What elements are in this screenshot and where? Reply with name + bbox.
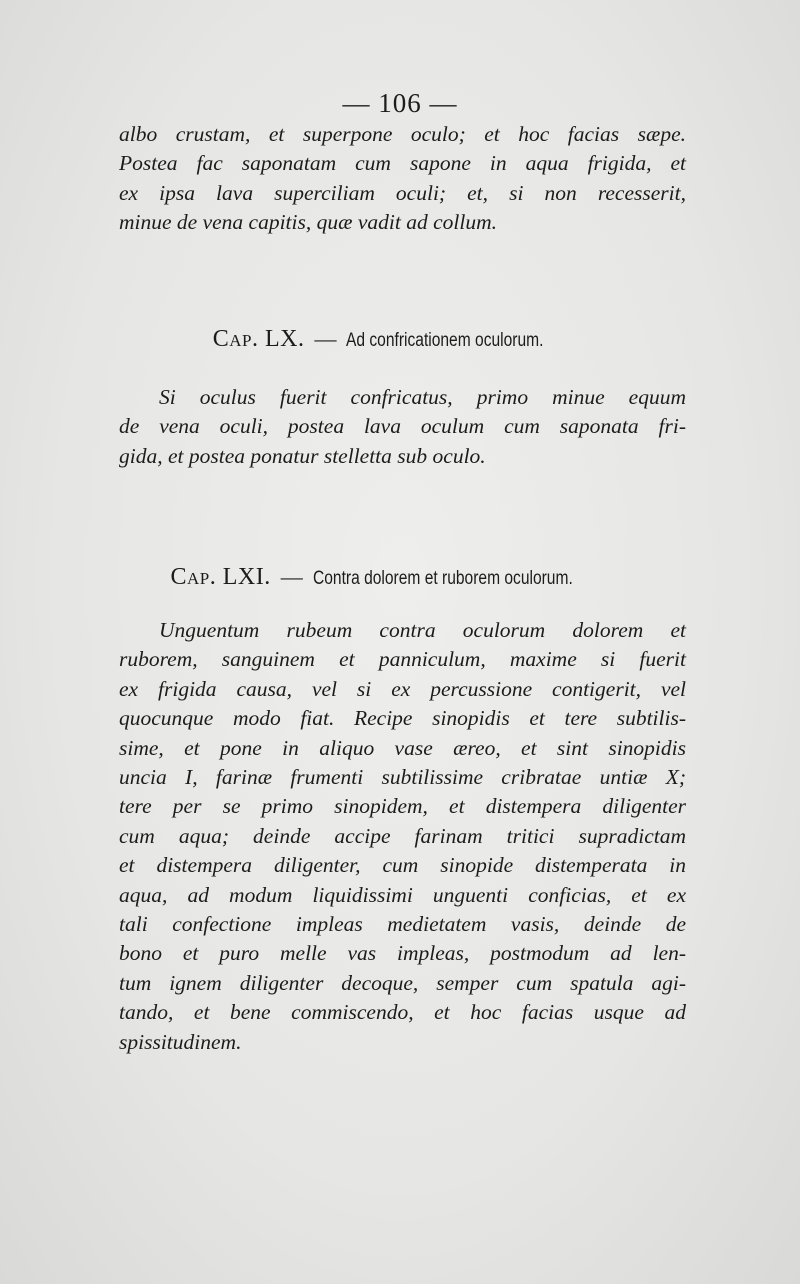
paragraph-2 (119, 383, 686, 471)
text-line: albo crustam, et superpone oculo; et hoc facias sæpe. (119, 122, 686, 146)
text-line: et distempera diligenter, cum sinopide distemperata in (119, 853, 686, 878)
text-line: aqua, ad modum liquidissimi unguenti conficias, et ex (119, 882, 686, 907)
text-line: ruborem, sanguinem et panniculum, maxime si fuerit (119, 647, 686, 672)
chapter-title: Contra dolorem et ruborem oculorum. (312, 568, 573, 589)
text-line: tali confectione impleas medietatem vasis, deinde de (119, 912, 686, 937)
text-line: cum aqua; deinde accipe farinam tritici supradictam (119, 823, 686, 848)
paragraph-1 (119, 120, 686, 238)
chapter-heading-61 (0, 564, 800, 591)
text-line: sime, et pone in aliquo vase æreo, et sint sinopidis (119, 735, 686, 760)
text-line: spissitudinem. (119, 1029, 242, 1054)
text-line: tum ignem diligenter decoque, semper cum spatula agi- (119, 970, 686, 995)
text-line: Si oculus fuerit confricatus, primo minue equum (159, 385, 686, 409)
text-line: ex frigida causa, vel si ex percussione contigerit, vel (119, 676, 686, 701)
chapter-number: Cap. LX. (212, 326, 305, 352)
chapter-number: Cap. LXI. (170, 564, 271, 590)
paragraph-3 (119, 616, 686, 1057)
text-line: gida, et postea ponatur stelletta sub oculo. (119, 443, 486, 468)
text-line: bono et puro melle vas impleas, postmodum ad len- (119, 941, 686, 966)
text-line: Postea fac saponatam cum sapone in aqua frigida, et (119, 151, 686, 176)
text-line: quocunque modo fiat. Recipe sinopidis et tere subtilis- (119, 706, 686, 731)
text-line: Unguentum rubeum contra oculorum dolorem et (159, 618, 686, 642)
chapter-heading-60 (0, 326, 800, 353)
heading-dash: — (280, 564, 303, 589)
page-number: — 106 — (342, 88, 458, 118)
text-line: ex ipsa lava superciliam oculi; et, si non recesserit, (119, 180, 686, 205)
text-line: de vena oculi, postea lava oculum cum saponata fri- (119, 414, 686, 439)
text-line: uncia I, farinæ frumenti subtilissime cribratae untiæ X; (119, 765, 686, 790)
text-line: tando, et bene commiscendo, et hoc facias usque ad (119, 1000, 686, 1025)
text-line: tere per se primo sinopidem, et distempera diligenter (119, 794, 686, 819)
bleed-through (128, 240, 688, 266)
heading-dash: — (314, 326, 337, 351)
chapter-title: Ad confricationem oculorum. (346, 330, 544, 351)
text-line: minue de vena capitis, quæ vadit ad collum. (119, 210, 497, 235)
